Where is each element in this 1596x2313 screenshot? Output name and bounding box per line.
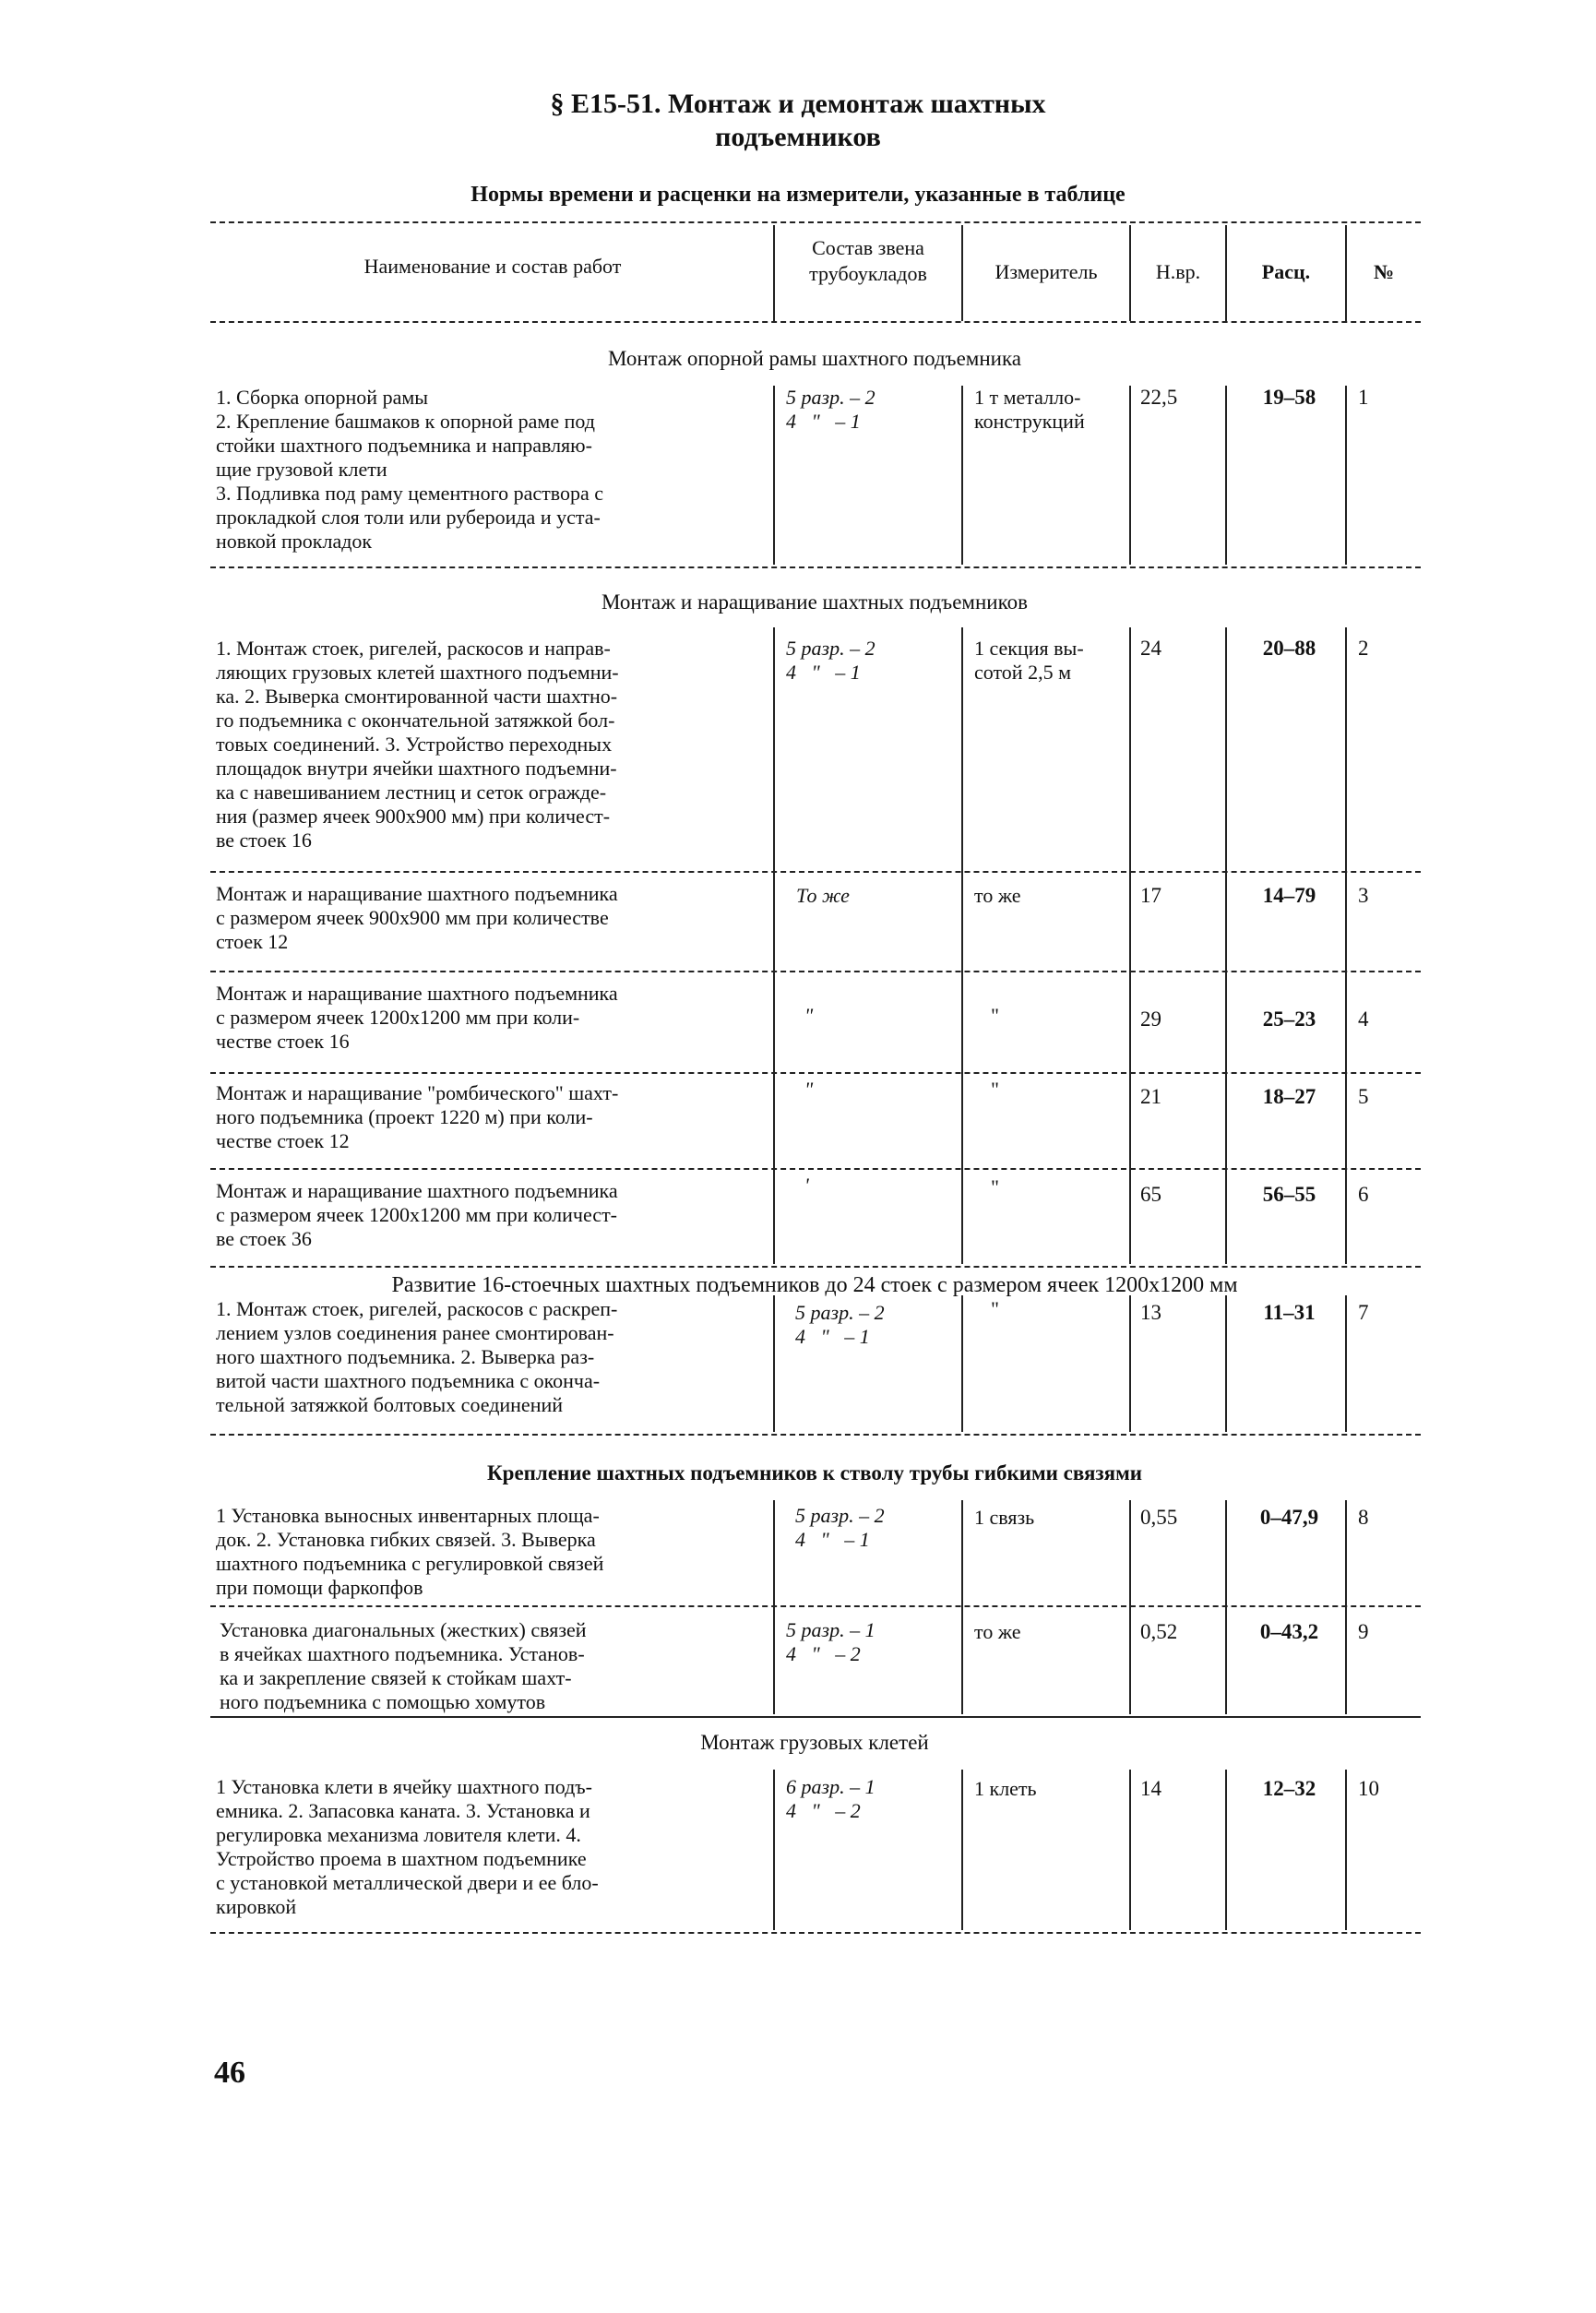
col-header-work: Наименование и состав работ bbox=[363, 255, 622, 278]
work-description: 1. Монтаж стоек, ригелей, раскосов и направ- ляющих грузовых клетей шахтного подъемни- ка. 2. Выверка смонтированной части шахтно- го подъемника с окончательной затяжкой бол- товых соединений. 3. Устройство переходных площадок внутри ячейки шахтного подъемни- ка с навешиванием лестниц и сеток огражде- ния (размер ячеек 900х900 мм) при количест- ве стоек 16 bbox=[216, 637, 619, 852]
time-norm: 22,5 bbox=[1140, 386, 1178, 409]
unit-of-measure: " bbox=[991, 1297, 999, 1320]
time-norm: 14 bbox=[1140, 1777, 1161, 1800]
rate-value: 0–47,9 bbox=[1259, 1506, 1319, 1529]
col-header-unit: Измеритель bbox=[995, 260, 1098, 283]
row-number: 10 bbox=[1358, 1777, 1379, 1800]
col-header-num: № bbox=[1373, 260, 1395, 283]
col-divider bbox=[1129, 225, 1131, 321]
rate-value: 25–23 bbox=[1262, 1007, 1316, 1031]
crew-composition: ' bbox=[804, 1174, 809, 1197]
table-caption: Нормы времени и расценки на измерители, указанные в таблице bbox=[470, 183, 1126, 207]
work-description: Монтаж и наращивание "ромбического" шахт- ного подъемника (проект 1220 м) при коли- честве стоек 12 bbox=[216, 1081, 619, 1152]
rate-value: 19–58 bbox=[1262, 386, 1316, 409]
work-description: 1. Монтаж стоек, ригелей, раскосов с раскреп- лением узлов соединения ранее смонтирован- ного шахтного подъемника. 2. Выверка раз- витой части шахтного подъемника с оконча- тельной затяжкой болтовых соединений bbox=[216, 1297, 618, 1416]
row-rule bbox=[210, 1605, 1421, 1607]
col-divider bbox=[773, 225, 775, 321]
row-rule bbox=[210, 971, 1421, 972]
col-divider bbox=[1225, 627, 1227, 1264]
row-rule bbox=[210, 1716, 1421, 1718]
time-norm: 13 bbox=[1140, 1301, 1161, 1324]
section-heading: Крепление шахтных подъемников к стволу трубы гибкими связями bbox=[486, 1461, 1142, 1484]
row-number: 7 bbox=[1358, 1301, 1369, 1324]
rate-value: 0–43,2 bbox=[1259, 1620, 1319, 1643]
crew-composition: " bbox=[804, 1004, 814, 1027]
col-header-rate: Расц. bbox=[1261, 260, 1311, 283]
col-divider bbox=[773, 386, 775, 565]
crew-composition: То же bbox=[786, 884, 850, 907]
time-norm: 65 bbox=[1140, 1183, 1161, 1206]
col-header-nvr: Н.вр. bbox=[1155, 260, 1201, 283]
row-rule bbox=[210, 871, 1421, 873]
section-title: § Е15-51. Монтаж и демонтаж шахтных bbox=[550, 89, 1046, 119]
unit-of-measure: " bbox=[991, 1004, 999, 1027]
crew-composition: 5 разр. – 2 4 " – 1 bbox=[786, 637, 875, 684]
col-divider bbox=[1129, 1770, 1131, 1930]
time-norm: 21 bbox=[1140, 1085, 1161, 1108]
work-description: Установка диагональных (жестких) связей в ячейках шахтного подъемника. Установ- ка и закрепление связей к стойкам шахт- ного подъемника с помощью хомутов bbox=[220, 1618, 587, 1713]
row-number: 1 bbox=[1358, 386, 1369, 409]
row-rule bbox=[210, 1434, 1421, 1436]
row-number: 2 bbox=[1358, 637, 1369, 660]
work-description: Монтаж и наращивание шахтного подъемника с размером ячеек 1200х1200 мм при коли- честве стоек 16 bbox=[216, 982, 618, 1053]
col-divider bbox=[1225, 1500, 1227, 1714]
row-rule bbox=[210, 1072, 1421, 1074]
col-divider bbox=[773, 1295, 775, 1432]
unit-of-measure: " bbox=[991, 1175, 999, 1198]
row-number: 5 bbox=[1358, 1085, 1369, 1108]
col-divider bbox=[1225, 1295, 1227, 1432]
col-header-crew-2: трубоукладов bbox=[809, 262, 927, 285]
section-heading: Монтаж грузовых клетей bbox=[700, 1731, 929, 1754]
col-divider bbox=[961, 1500, 963, 1714]
rate-value: 12–32 bbox=[1262, 1777, 1316, 1800]
col-divider bbox=[1345, 627, 1347, 1264]
work-description: 1 Установка клети в ячейку шахтного подъ- емника. 2. Запасовка каната. 3. Установка и регулировка механизма ловителя клети. 4. Устройство проема в шахтном подъемнике с установкой металлической двери и ее бло- кировкой bbox=[216, 1775, 599, 1918]
col-divider bbox=[1129, 386, 1131, 565]
col-divider bbox=[773, 1500, 775, 1714]
row-rule bbox=[210, 1266, 1421, 1268]
crew-composition: 5 разр. – 1 4 " – 2 bbox=[786, 1618, 875, 1665]
section-title-line2: подъемников bbox=[715, 122, 881, 152]
time-norm: 0,52 bbox=[1140, 1620, 1178, 1643]
header-top-rule bbox=[210, 221, 1421, 223]
crew-composition: 6 разр. – 1 4 " – 2 bbox=[786, 1775, 875, 1822]
col-divider bbox=[961, 1770, 963, 1930]
rate-value: 56–55 bbox=[1262, 1183, 1316, 1206]
work-description: Монтаж и наращивание шахтного подъемника с размером ячеек 900х900 мм при количестве стоек 12 bbox=[216, 882, 618, 953]
rate-value: 11–31 bbox=[1263, 1301, 1316, 1324]
work-description: 1. Сборка опорной рамы 2. Крепление башмаков к опорной раме под стойки шахтного подъемника и направляю- щие грузовой клети 3. Подливка под раму цементного раствора с прокладкой слоя толи или рубероида и уста- новкой прокладок bbox=[216, 386, 603, 553]
row-rule bbox=[210, 1932, 1421, 1934]
col-divider bbox=[961, 386, 963, 565]
work-description: 1 Установка выносных инвентарных площа- док. 2. Установка гибких связей. 3. Выверка шахтного подъемника с регулировкой связей при помощи фаркопфов bbox=[216, 1504, 604, 1599]
unit-of-measure: 1 т металло- конструкций bbox=[974, 386, 1085, 433]
section-heading: Развитие 16-стоечных шахтных подъемников до 24 стоек с размером ячеек 1200х1200 мм bbox=[391, 1273, 1238, 1297]
unit-of-measure: 1 клеть bbox=[974, 1777, 1037, 1800]
time-norm: 0,55 bbox=[1140, 1506, 1178, 1529]
col-divider bbox=[1129, 627, 1131, 1264]
crew-composition: 5 разр. – 2 4 " – 1 bbox=[786, 386, 875, 433]
unit-of-measure: то же bbox=[974, 884, 1021, 907]
col-divider bbox=[1225, 386, 1227, 565]
work-description: Монтаж и наращивание шахтного подъемника с размером ячеек 1200х1200 мм при количест- ве стоек 36 bbox=[216, 1179, 618, 1250]
col-divider bbox=[1345, 1770, 1347, 1930]
unit-of-measure: " bbox=[991, 1078, 999, 1101]
rate-value: 14–79 bbox=[1262, 884, 1316, 907]
col-divider bbox=[773, 627, 775, 1264]
page-number: 46 bbox=[214, 2056, 245, 2090]
col-divider bbox=[961, 1295, 963, 1432]
col-divider bbox=[1345, 225, 1347, 321]
section-heading: Монтаж опорной рамы шахтного подъемника bbox=[608, 347, 1021, 370]
row-number: 4 bbox=[1358, 1007, 1369, 1031]
time-norm: 24 bbox=[1140, 637, 1161, 660]
crew-composition: 5 разр. – 2 4 " – 1 bbox=[795, 1504, 885, 1551]
header-bottom-rule bbox=[210, 321, 1421, 323]
unit-of-measure: 1 секция вы- сотой 2,5 м bbox=[974, 637, 1084, 684]
unit-of-measure: то же bbox=[974, 1620, 1021, 1643]
col-divider bbox=[1225, 1770, 1227, 1930]
crew-composition: " bbox=[804, 1078, 814, 1101]
col-divider bbox=[1129, 1295, 1131, 1432]
section-heading: Монтаж и наращивание шахтных подъемников bbox=[601, 590, 1028, 614]
col-divider bbox=[773, 1770, 775, 1930]
row-rule bbox=[210, 566, 1421, 568]
col-divider bbox=[1345, 1500, 1347, 1714]
rate-value: 18–27 bbox=[1262, 1085, 1316, 1108]
row-number: 8 bbox=[1358, 1506, 1369, 1529]
row-number: 6 bbox=[1358, 1183, 1369, 1206]
row-rule bbox=[210, 1168, 1421, 1170]
col-divider bbox=[961, 627, 963, 1264]
col-divider bbox=[1225, 225, 1227, 321]
unit-of-measure: 1 связь bbox=[974, 1506, 1035, 1529]
col-divider bbox=[1345, 386, 1347, 565]
row-number: 3 bbox=[1358, 884, 1369, 907]
time-norm: 29 bbox=[1140, 1007, 1161, 1031]
col-divider bbox=[1345, 1295, 1347, 1432]
col-divider bbox=[961, 225, 963, 321]
row-number: 9 bbox=[1358, 1620, 1369, 1643]
col-header-crew: Состав звена bbox=[812, 236, 924, 259]
crew-composition: 5 разр. – 2 4 " – 1 bbox=[795, 1301, 885, 1348]
time-norm: 17 bbox=[1140, 884, 1161, 907]
rate-value: 20–88 bbox=[1262, 637, 1316, 660]
col-divider bbox=[1129, 1500, 1131, 1714]
